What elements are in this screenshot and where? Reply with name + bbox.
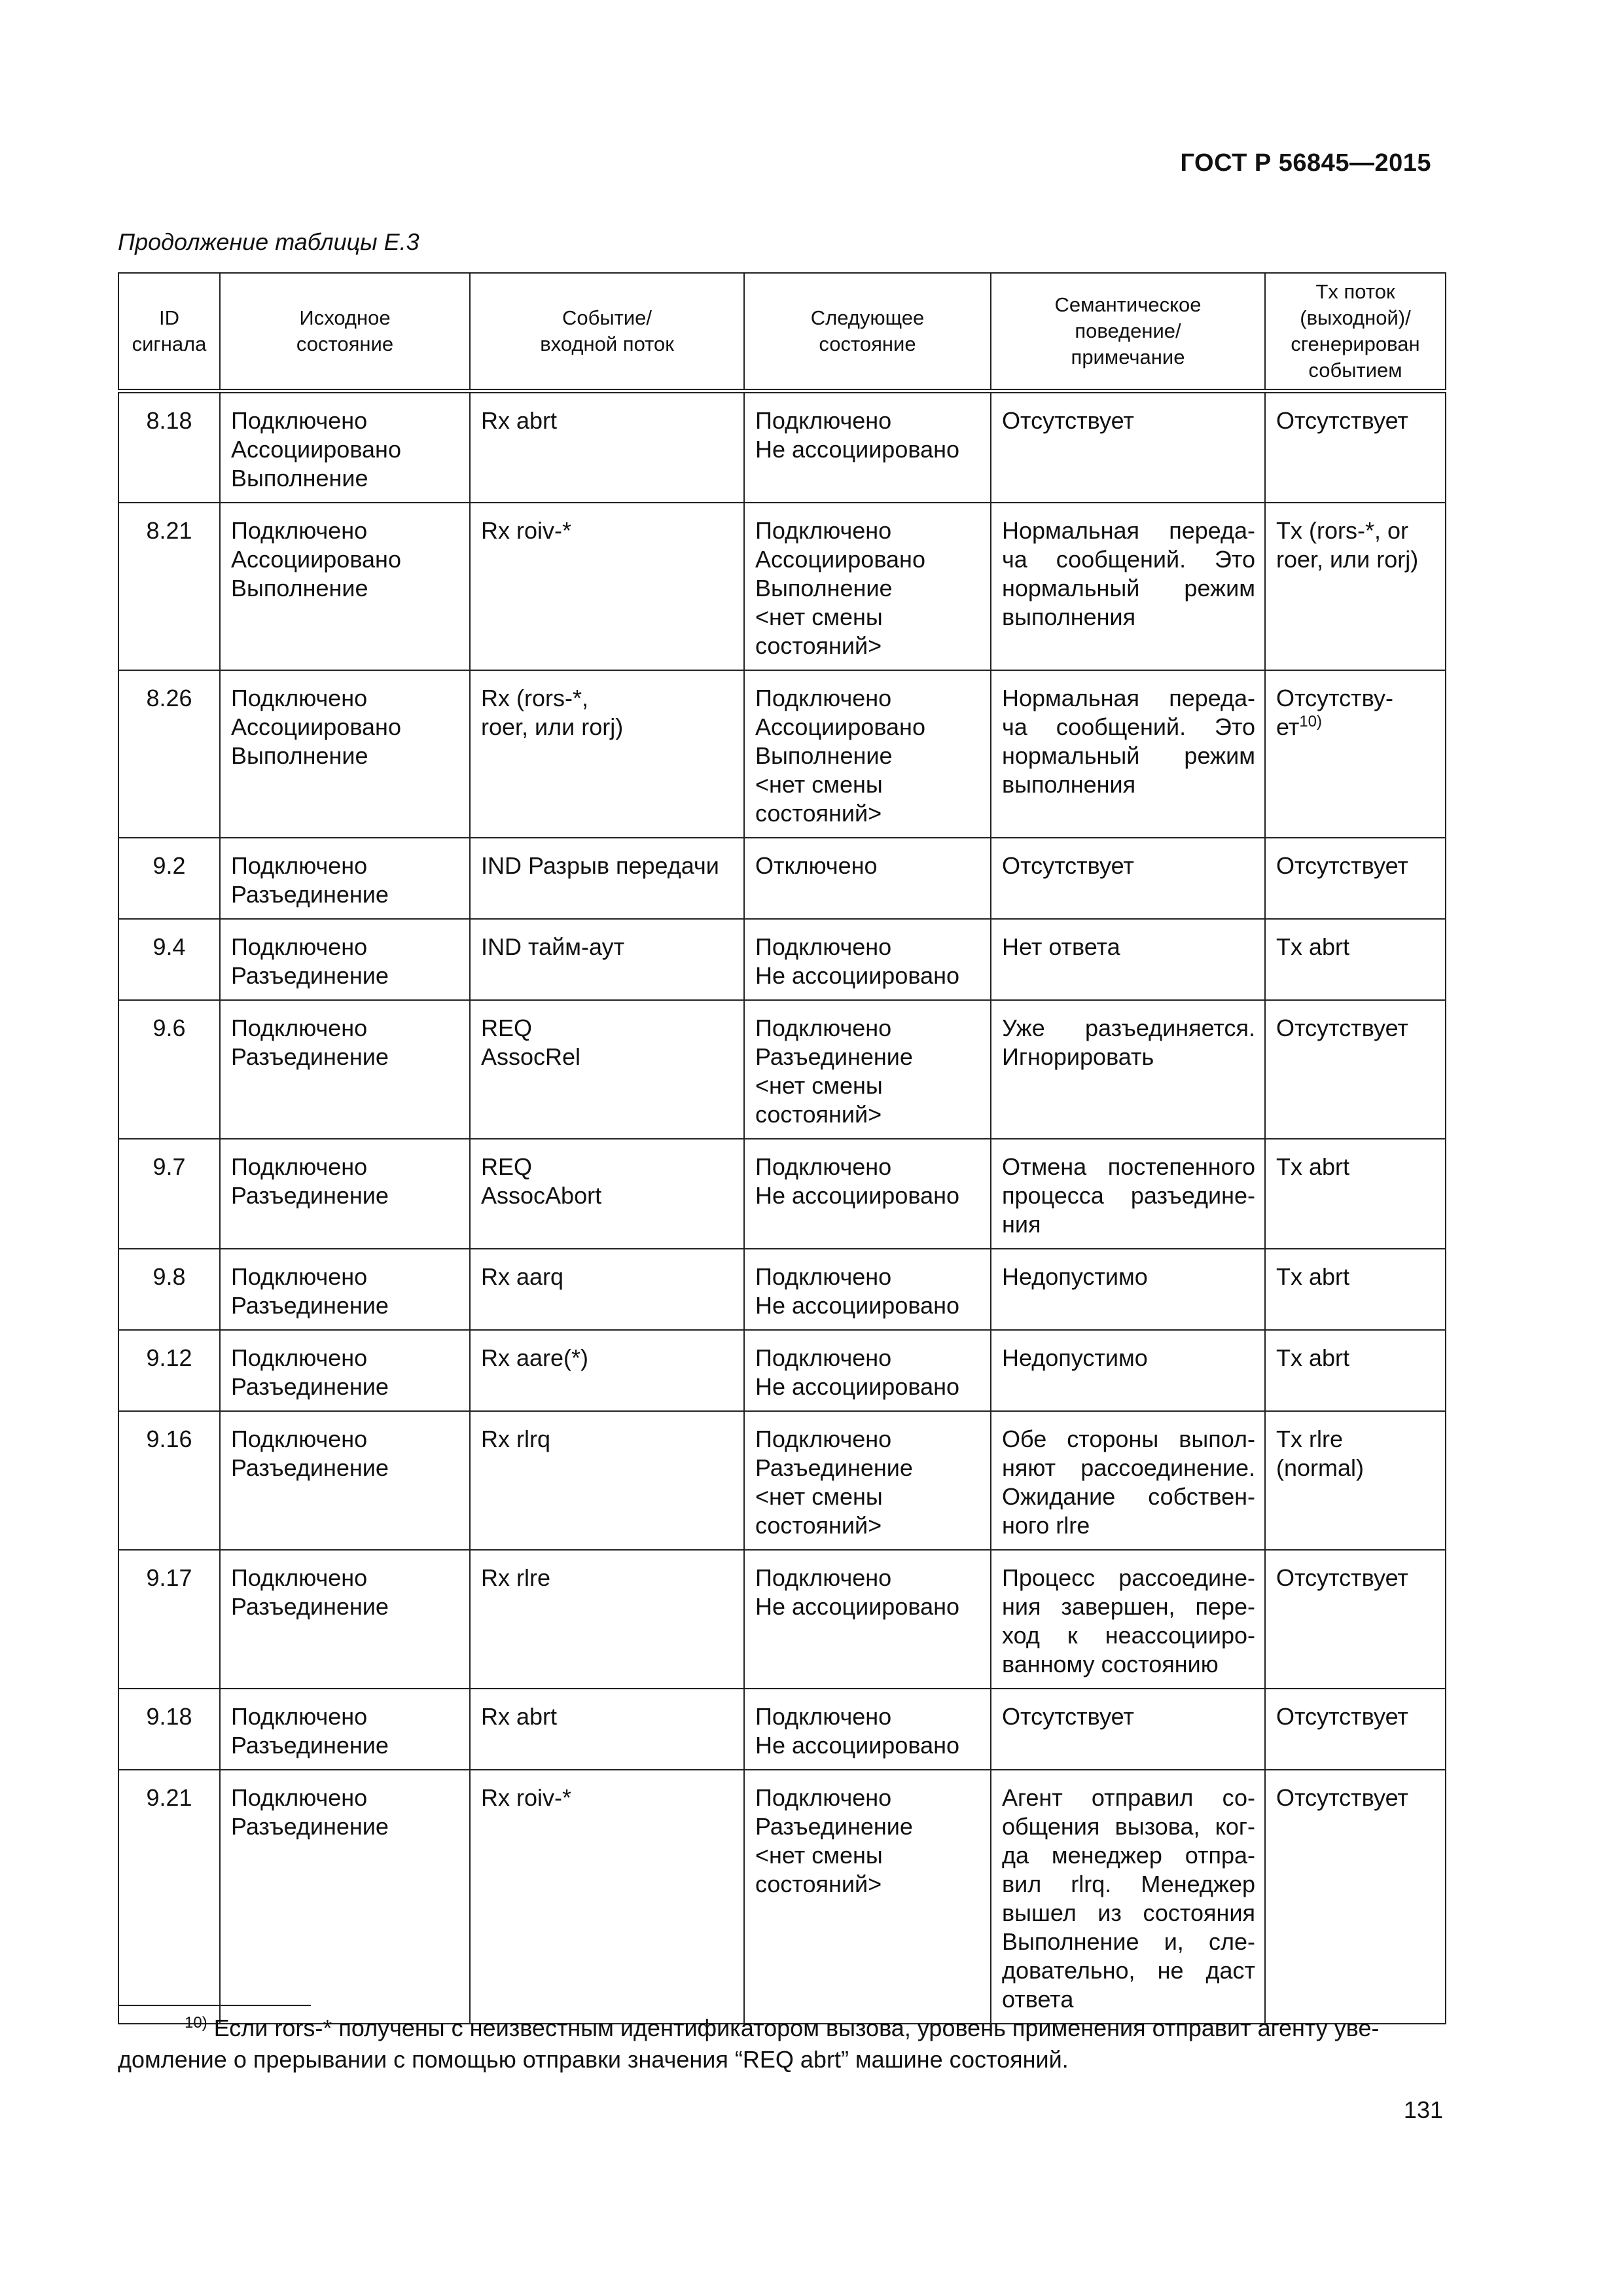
cell-event: [470, 1249, 744, 1330]
cell-next-state: [744, 1550, 991, 1689]
cell-event-text: Rx roiv-*: [481, 517, 572, 544]
cell-source-state-text: Подключено Разъединение: [231, 1344, 389, 1400]
cell-source-state: [220, 1689, 470, 1770]
cell-semantics-text: Обе стороны выпол-няют рассоединение. Ожидание собствен-ного rlre: [1002, 1426, 1255, 1539]
cell-tx-stream-text: Отсутствует: [1276, 1564, 1408, 1591]
cell-signal-id-text: 9.2: [152, 852, 186, 879]
standard-number: ГОСТ Р 56845—2015: [1180, 149, 1431, 177]
cell-tx-stream: [1265, 391, 1446, 503]
cell-semantics-text: Недопустимо: [1002, 1344, 1148, 1371]
cell-next-state: [744, 1330, 991, 1411]
cell-semantics: [991, 1139, 1265, 1249]
cell-tx-stream: [1265, 1249, 1446, 1330]
footnote-marker: 10): [185, 2014, 207, 2032]
cell-source-state: [220, 503, 470, 670]
cell-source-state: [220, 919, 470, 1000]
footnote-separator: [118, 2005, 311, 2006]
cell-source-state-text: Подключено Ассоциировано Выполнение: [231, 517, 401, 601]
state-transition-table: [118, 272, 1446, 2024]
cell-tx-stream-text: Tx (rors-*, or roer, или rorj): [1276, 517, 1419, 573]
cell-semantics: [991, 1689, 1265, 1770]
cell-next-state: [744, 503, 991, 670]
cell-signal-id-text: 9.8: [152, 1263, 186, 1290]
cell-source-state-text: Подключено Разъединение: [231, 1703, 389, 1759]
table-row: [118, 919, 1446, 1000]
cell-semantics-text: Отсутствует: [1002, 1703, 1134, 1730]
cell-tx-stream: [1265, 1550, 1446, 1689]
cell-signal-id-text: 9.7: [152, 1153, 186, 1180]
cell-signal-id: [118, 670, 220, 838]
cell-event-text: Rx (rors-*, roer, или rorj): [481, 685, 624, 740]
cell-signal-id: [118, 1139, 220, 1249]
cell-next-state-text: Подключено Не ассоциировано: [755, 933, 959, 989]
col-header-next-state: Следующее состояние: [744, 273, 991, 391]
cell-next-state-text: Подключено Разъединение <нет смены состояний>: [755, 1014, 913, 1128]
cell-source-state-text: Подключено Разъединение: [231, 1784, 389, 1840]
cell-source-state: [220, 1330, 470, 1411]
cell-source-state-text: Подключено Ассоциировано Выполнение: [231, 685, 401, 769]
cell-event: [470, 1139, 744, 1249]
cell-next-state-text: Подключено Не ассоциировано: [755, 1263, 959, 1319]
cell-next-state: [744, 391, 991, 503]
cell-semantics: [991, 1550, 1265, 1689]
cell-next-state: [744, 838, 991, 919]
cell-semantics-text: Нет ответа: [1002, 933, 1120, 960]
col-header-event: Событие/ входной поток: [470, 273, 744, 391]
cell-semantics: [991, 1770, 1265, 2024]
cell-semantics: [991, 1411, 1265, 1550]
cell-signal-id-text: 8.26: [146, 685, 192, 711]
cell-tx-stream: [1265, 1139, 1446, 1249]
cell-signal-id-text: 9.17: [146, 1564, 192, 1591]
cell-source-state-text: Подключено Разъединение: [231, 1153, 389, 1209]
cell-signal-id-text: 9.4: [152, 933, 186, 960]
footnote-ref: 10): [1299, 713, 1323, 730]
cell-signal-id-text: 8.21: [146, 517, 192, 544]
cell-signal-id-text: 9.18: [146, 1703, 192, 1730]
cell-next-state: [744, 1249, 991, 1330]
col-header-semantics: Семантическое поведение/ примечание: [991, 273, 1265, 391]
table-body: [118, 391, 1446, 2024]
cell-semantics-text: Отсутствует: [1002, 852, 1134, 879]
cell-event-text: IND Разрыв передачи: [481, 852, 719, 879]
cell-source-state: [220, 1411, 470, 1550]
cell-tx-stream: [1265, 1411, 1446, 1550]
cell-event-text: Rx rlrq: [481, 1426, 550, 1452]
footnote: [118, 2013, 1445, 2075]
cell-semantics-text: Агент отправил со-общения вызова, ког-да менеджер отпра-вил rlrq. Менеджер вышел из состояния Выполнение и, сле-довательно, не даст ответа: [1002, 1784, 1255, 2013]
cell-source-state-text: Подключено Разъединение: [231, 933, 389, 989]
cell-signal-id: [118, 919, 220, 1000]
cell-signal-id: [118, 838, 220, 919]
cell-next-state: [744, 1770, 991, 2024]
cell-signal-id: [118, 1330, 220, 1411]
cell-source-state-text: Подключено Разъединение: [231, 1426, 389, 1481]
cell-event: [470, 919, 744, 1000]
cell-next-state-text: Подключено Не ассоциировано: [755, 1153, 959, 1209]
cell-signal-id: [118, 1689, 220, 1770]
table-caption: Продолжение таблицы Е.3: [118, 228, 419, 255]
cell-semantics-text: Уже разъединяется. Игнорировать: [1002, 1014, 1255, 1070]
cell-next-state-text: Подключено Разъединение <нет смены состояний>: [755, 1426, 913, 1539]
table-row: [118, 391, 1446, 503]
cell-event: [470, 838, 744, 919]
cell-next-state-text: Подключено Не ассоциировано: [755, 407, 959, 463]
cell-source-state: [220, 670, 470, 838]
cell-semantics: [991, 919, 1265, 1000]
cell-source-state: [220, 838, 470, 919]
cell-next-state-text: Подключено Разъединение <нет смены состояний>: [755, 1784, 913, 1897]
cell-event: [470, 1000, 744, 1139]
cell-tx-stream: [1265, 1770, 1446, 2024]
col-header-tx-stream: Tx поток (выходной)/ сгенерирован событием: [1265, 273, 1446, 391]
cell-next-state: [744, 1139, 991, 1249]
table-row: [118, 1249, 1446, 1330]
cell-next-state: [744, 919, 991, 1000]
cell-signal-id-text: 9.21: [146, 1784, 192, 1811]
cell-source-state-text: Подключено Разъединение: [231, 1263, 389, 1319]
cell-event: [470, 1689, 744, 1770]
cell-semantics: [991, 1000, 1265, 1139]
cell-signal-id: [118, 1411, 220, 1550]
cell-next-state-text: Подключено Не ассоциировано: [755, 1703, 959, 1759]
cell-semantics-text: Отсутствует: [1002, 407, 1134, 434]
table-row: [118, 1689, 1446, 1770]
cell-tx-stream: [1265, 1000, 1446, 1139]
page-number: 131: [1403, 2096, 1443, 2123]
cell-signal-id-text: 8.18: [146, 407, 192, 434]
cell-signal-id: [118, 1249, 220, 1330]
table-row: [118, 1139, 1446, 1249]
cell-event-text: Rx roiv-*: [481, 1784, 572, 1811]
col-header-source-state: Исходное состояние: [220, 273, 470, 391]
cell-next-state: [744, 1000, 991, 1139]
cell-event: [470, 1330, 744, 1411]
cell-event: [470, 1411, 744, 1550]
cell-semantics-text: Нормальная переда-ча сообщений. Это нормальный режим выполнения: [1002, 685, 1255, 798]
cell-next-state-text: Подключено Не ассоциировано: [755, 1564, 959, 1620]
cell-tx-stream-text: Tx abrt: [1276, 1263, 1350, 1290]
cell-tx-stream: [1265, 1689, 1446, 1770]
cell-source-state: [220, 1249, 470, 1330]
cell-tx-stream-text: Tx abrt: [1276, 1344, 1350, 1371]
cell-event-text: Rx aare(*): [481, 1344, 589, 1371]
cell-signal-id: [118, 503, 220, 670]
cell-tx-stream-text: Отсутствует: [1276, 1014, 1408, 1041]
table-row: [118, 838, 1446, 919]
cell-next-state: [744, 1689, 991, 1770]
cell-source-state-text: Подключено Разъединение: [231, 1014, 389, 1070]
cell-next-state-text: Отключено: [755, 852, 878, 879]
cell-source-state: [220, 391, 470, 503]
cell-semantics: [991, 1330, 1265, 1411]
cell-event-text: Rx rlre: [481, 1564, 550, 1591]
cell-source-state-text: Подключено Разъединение: [231, 1564, 389, 1620]
cell-event-text: REQ AssocRel: [481, 1014, 581, 1070]
cell-tx-stream-text: Отсутству- ет: [1276, 685, 1393, 740]
table-row: [118, 503, 1446, 670]
cell-next-state: [744, 670, 991, 838]
cell-source-state-text: Подключено Разъединение: [231, 852, 389, 908]
table-row: [118, 1770, 1446, 2024]
table-row: [118, 1330, 1446, 1411]
cell-event-text: REQ AssocAbort: [481, 1153, 602, 1209]
cell-signal-id-text: 9.12: [146, 1344, 192, 1371]
cell-tx-stream-text: Отсутствует: [1276, 407, 1408, 434]
cell-semantics: [991, 670, 1265, 838]
cell-signal-id-text: 9.16: [146, 1426, 192, 1452]
cell-source-state: [220, 1770, 470, 2024]
cell-signal-id: [118, 1770, 220, 2024]
cell-event: [470, 1550, 744, 1689]
cell-signal-id-text: 9.6: [152, 1014, 186, 1041]
cell-tx-stream-text: Отсутствует: [1276, 852, 1408, 879]
cell-semantics-text: Процесс рассоедине-ния завершен, пере-ход к неассоцииро-ванному состоянию: [1002, 1564, 1255, 1677]
cell-event-text: IND тайм-аут: [481, 933, 625, 960]
cell-tx-stream: [1265, 670, 1446, 838]
cell-semantics: [991, 391, 1265, 503]
cell-semantics-text: Отмена постепенного процесса разъедине-ния: [1002, 1153, 1255, 1238]
cell-signal-id: [118, 391, 220, 503]
cell-event: [470, 391, 744, 503]
table-header-row: [118, 273, 1446, 391]
cell-tx-stream: [1265, 1330, 1446, 1411]
cell-semantics: [991, 503, 1265, 670]
table-row: [118, 1550, 1446, 1689]
cell-source-state: [220, 1000, 470, 1139]
cell-semantics: [991, 838, 1265, 919]
cell-source-state: [220, 1139, 470, 1249]
cell-event: [470, 503, 744, 670]
cell-next-state-text: Подключено Не ассоциировано: [755, 1344, 959, 1400]
cell-next-state: [744, 1411, 991, 1550]
cell-tx-stream-text: Tx abrt: [1276, 933, 1350, 960]
cell-signal-id: [118, 1000, 220, 1139]
table-row: [118, 670, 1446, 838]
cell-event-text: Rx aarq: [481, 1263, 564, 1290]
cell-source-state: [220, 1550, 470, 1689]
cell-semantics: [991, 1249, 1265, 1330]
cell-tx-stream: [1265, 503, 1446, 670]
cell-next-state-text: Подключено Ассоциировано Выполнение <нет смены состояний>: [755, 685, 925, 827]
col-header-signal-id: ID сигнала: [118, 273, 220, 391]
cell-tx-stream-text: Tx rlre (normal): [1276, 1426, 1364, 1481]
cell-tx-stream: [1265, 838, 1446, 919]
cell-tx-stream-text: Отсутствует: [1276, 1784, 1408, 1811]
cell-event: [470, 670, 744, 838]
cell-event-text: Rx abrt: [481, 407, 558, 434]
cell-tx-stream: [1265, 919, 1446, 1000]
cell-event: [470, 1770, 744, 2024]
cell-semantics-text: Нормальная переда-ча сообщений. Это нормальный режим выполнения: [1002, 517, 1255, 630]
cell-next-state-text: Подключено Ассоциировано Выполнение <нет смены состояний>: [755, 517, 925, 659]
table-row: [118, 1000, 1446, 1139]
table-row: [118, 1411, 1446, 1550]
cell-source-state-text: Подключено Ассоциировано Выполнение: [231, 407, 401, 492]
cell-tx-stream-text: Отсутствует: [1276, 1703, 1408, 1730]
footnote-text: Если rors-* получены с неизвестным идентификатором вызова, уровень применения отправит агенту уве-домление о прерывании с помощью отправки значения “REQ abrt” машине состояний.: [118, 2015, 1380, 2073]
cell-semantics-text: Недопустимо: [1002, 1263, 1148, 1290]
cell-tx-stream-text: Tx abrt: [1276, 1153, 1350, 1180]
cell-event-text: Rx abrt: [481, 1703, 558, 1730]
cell-signal-id: [118, 1550, 220, 1689]
